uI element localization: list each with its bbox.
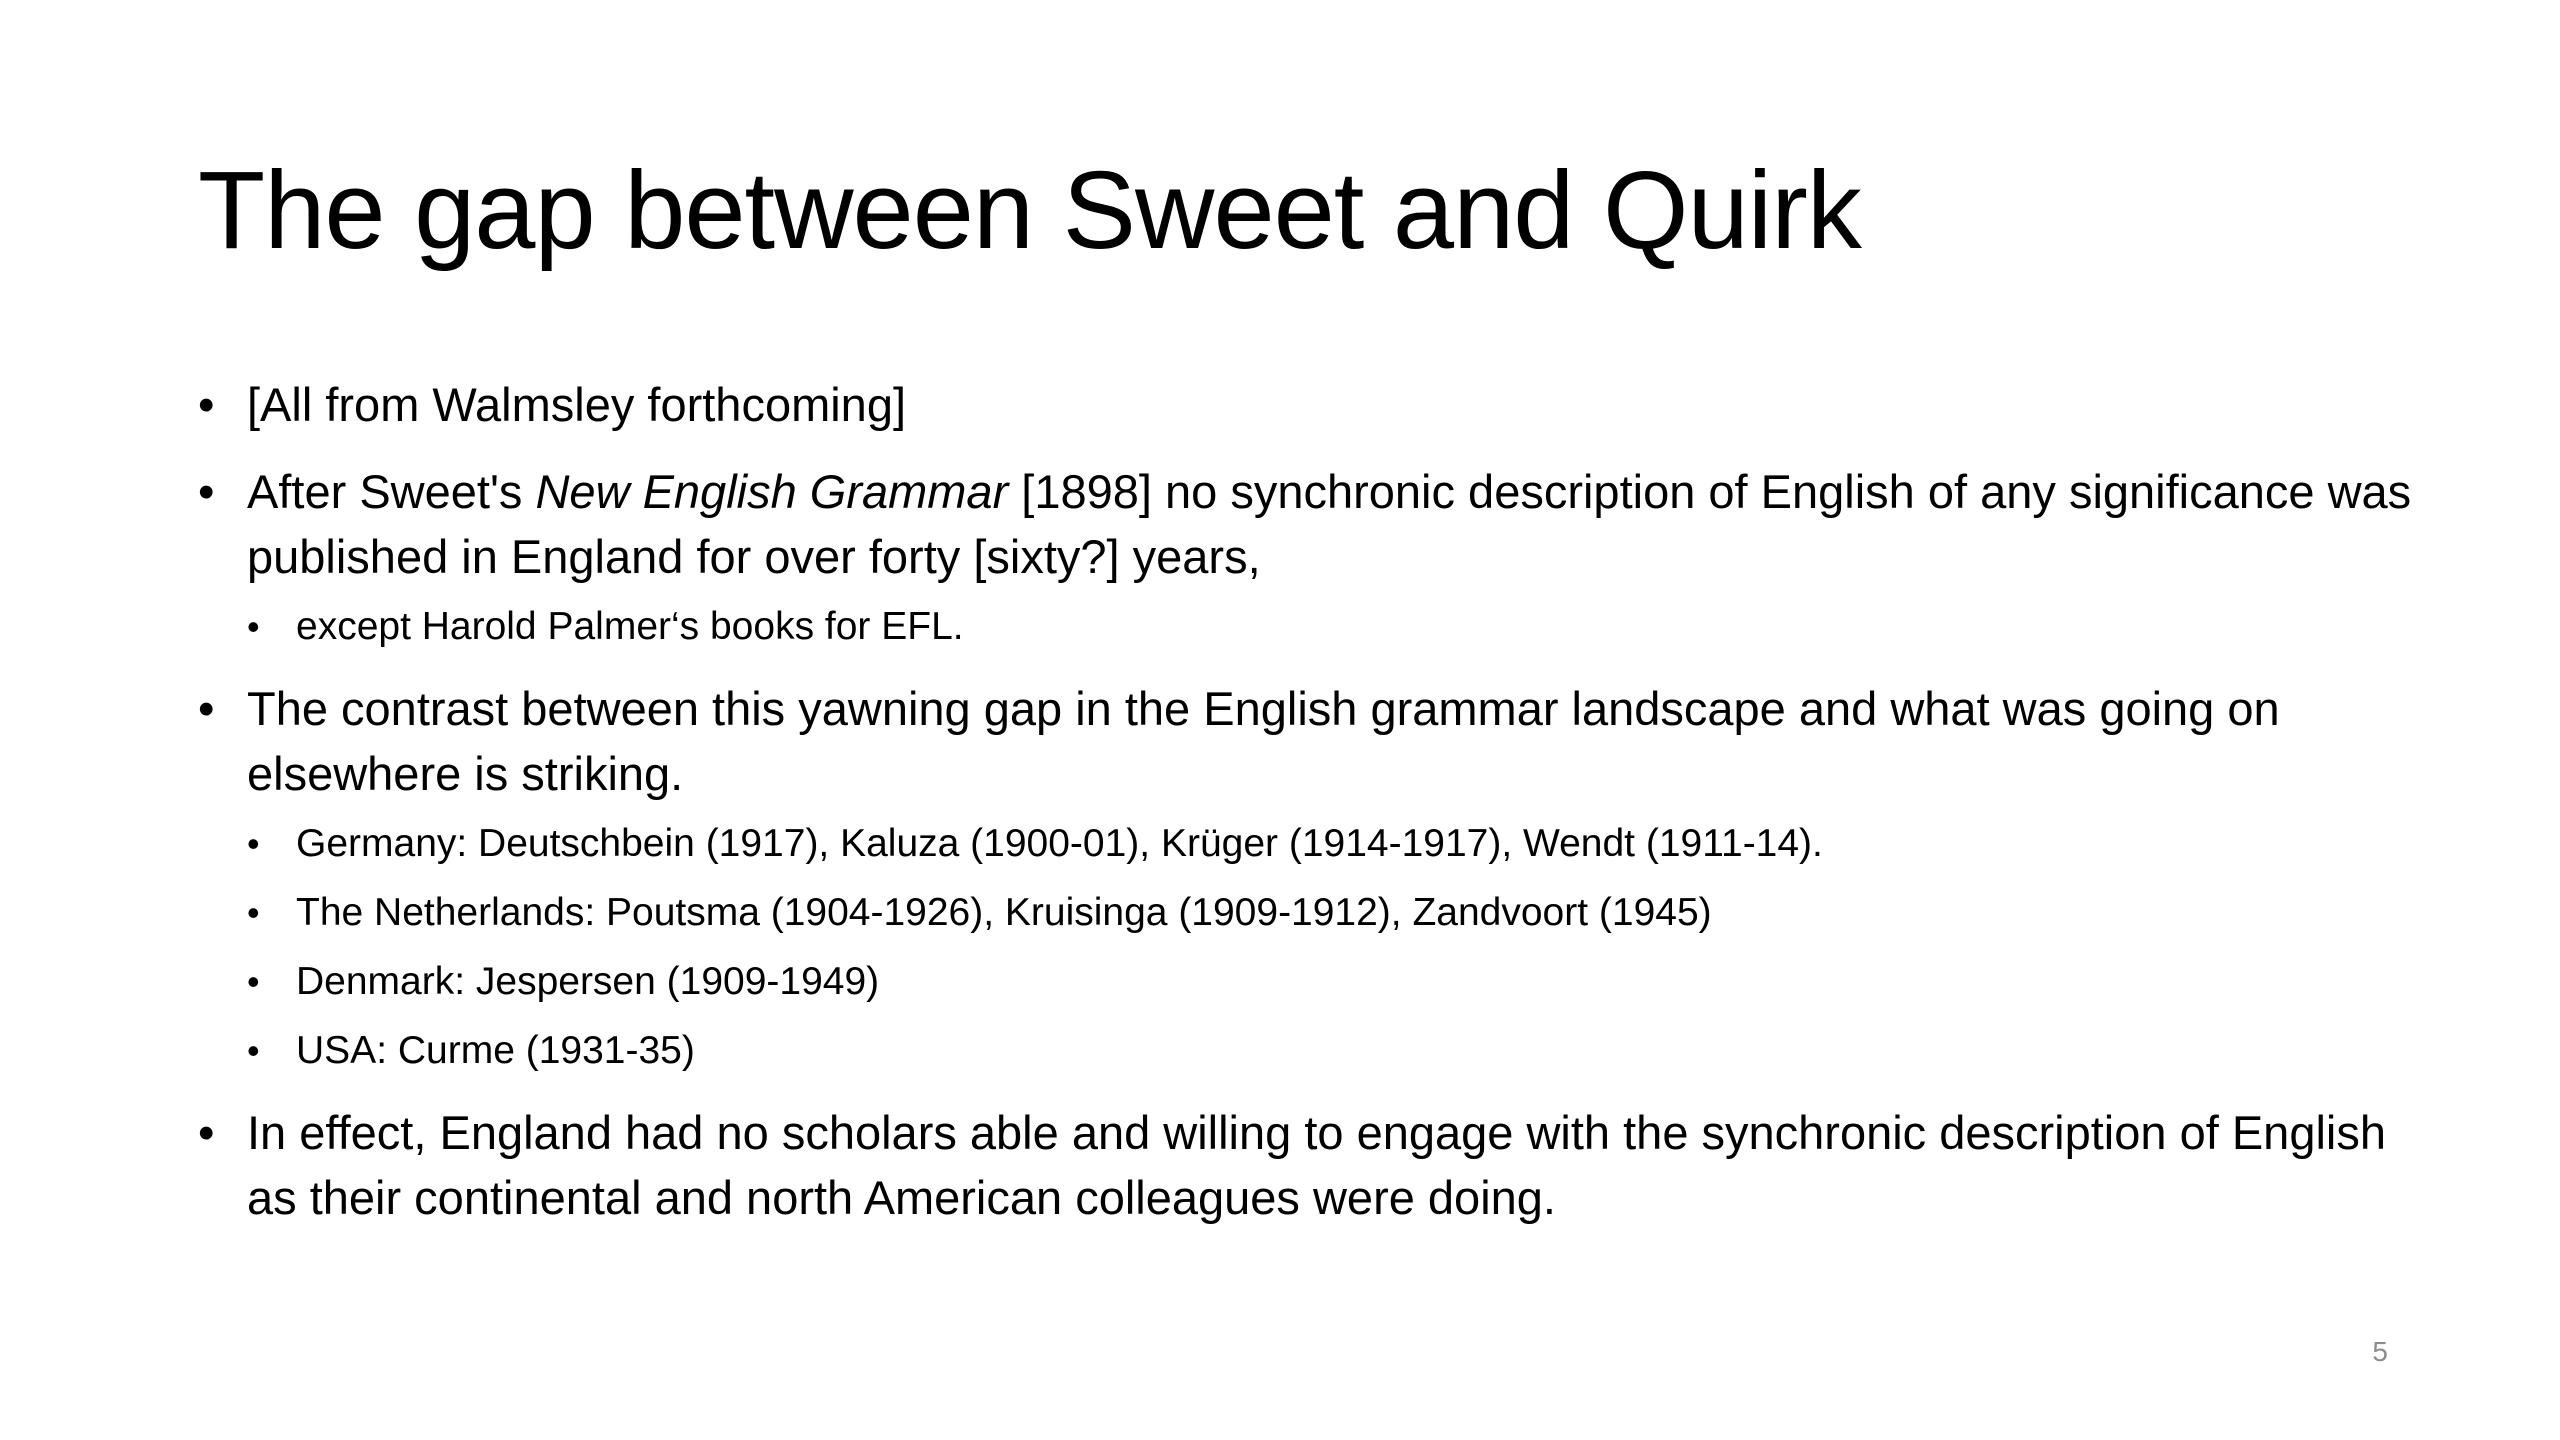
slide-content — [198, 372, 2438, 1252]
text-segment: After Sweet's — [247, 465, 536, 518]
list-item-text — [247, 465, 2411, 583]
bullet-icon: • — [247, 606, 260, 647]
slide-title: The gap between Sweet and Quirk — [198, 149, 1861, 272]
sub-list-item-text: The Netherlands: Poutsma (1904-1926), Kruisinga (1909-1912), Zandvoort (1945) — [296, 891, 1712, 934]
list-item — [198, 676, 2438, 1078]
sub-list-item-text: except Harold Palmer‘s books for EFL. — [296, 605, 964, 648]
slide-number: 5 — [2372, 1336, 2388, 1367]
sub-bullet-list — [247, 816, 2438, 1078]
bullet-icon: • — [247, 823, 260, 864]
bullet-icon: • — [247, 1030, 260, 1071]
sub-list-item — [247, 954, 2438, 1009]
bullet-icon: • — [198, 465, 215, 518]
bullet-list — [198, 372, 2438, 1230]
bullet-icon: • — [198, 1106, 215, 1159]
bullet-icon: • — [198, 682, 215, 735]
sub-list-item-text: Germany: Deutschbein (1917), Kaluza (1900-01), Krüger (1914-1917), Wendt (1911-14). — [296, 822, 1823, 865]
bullet-icon: • — [247, 961, 260, 1002]
text-segment: [1898] no synchronic description of English of any significance was published in England for over forty [sixty?] years, — [247, 465, 2412, 583]
bullet-icon: • — [198, 378, 215, 431]
list-item — [198, 372, 2438, 437]
book-title: New English Grammar — [535, 465, 1009, 518]
sub-list-item-text: USA: Curme (1931-35) — [296, 1029, 695, 1072]
sub-list-item — [247, 1023, 2438, 1078]
sub-list-item-text: Denmark: Jespersen (1909-1949) — [296, 960, 880, 1003]
sub-bullet-list — [247, 599, 2438, 654]
sub-list-item — [247, 599, 2438, 654]
bullet-icon: • — [247, 892, 260, 933]
list-item — [198, 459, 2438, 654]
sub-list-item — [247, 816, 2438, 871]
list-item-text: [All from Walmsley forthcoming] — [247, 378, 907, 431]
sub-list-item — [247, 885, 2438, 940]
list-item-text: The contrast between this yawning gap in the English grammar landscape and what was going on elsewhere is striking. — [247, 682, 2280, 800]
list-item — [198, 1100, 2438, 1230]
list-item-text: In effect, England had no scholars able and willing to engage with the synchronic description of English as their continental and north American colleagues were doing. — [247, 1106, 2386, 1224]
